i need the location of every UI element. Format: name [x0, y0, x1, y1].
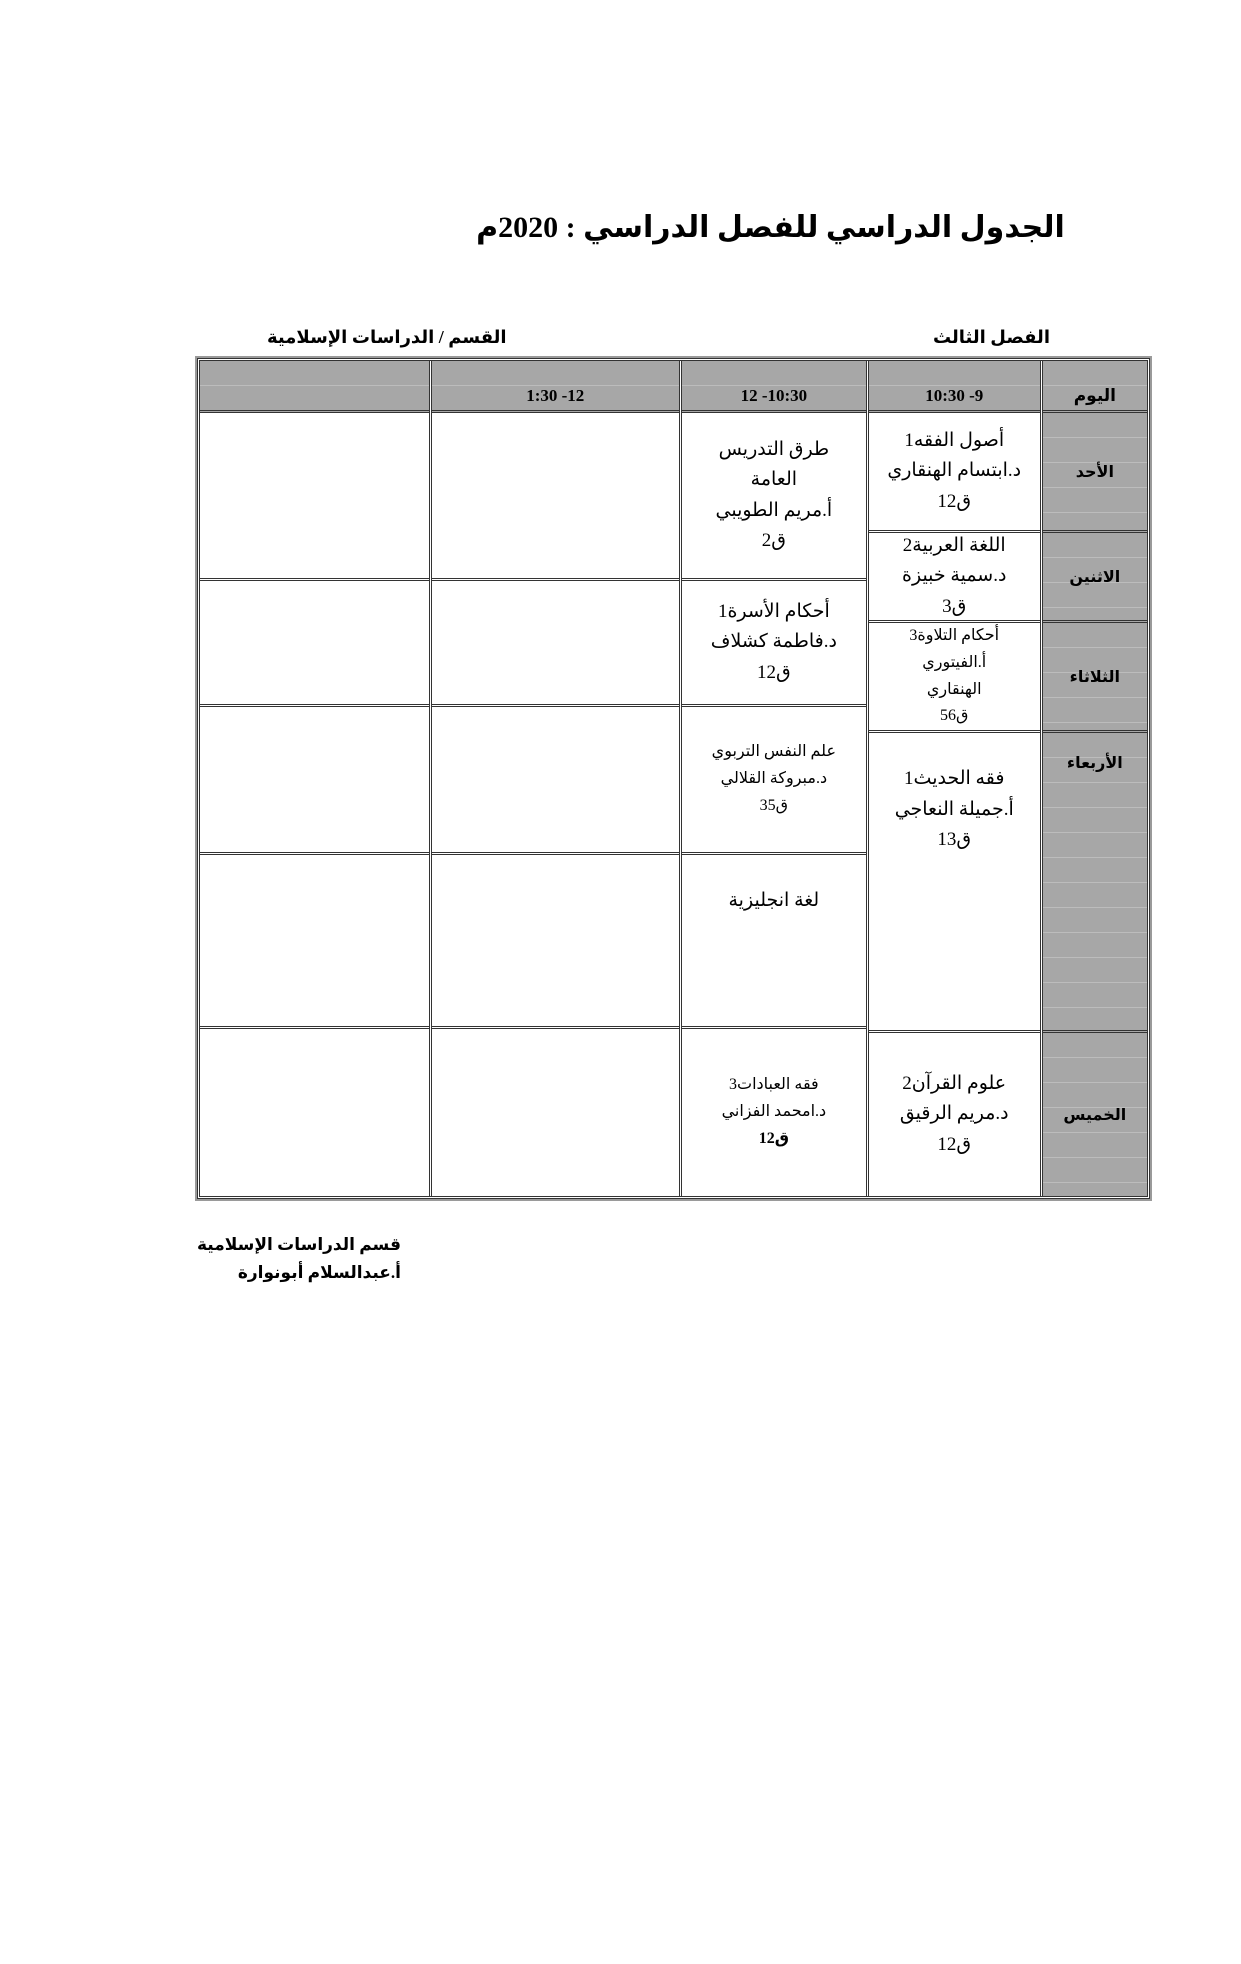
empty-cell-thursday-12-130 [432, 1029, 679, 1196]
empty-cell-wednesday-extra [200, 855, 429, 1029]
subject-line: أصول الفقه1 [904, 429, 1005, 451]
teacher-line: أ.الفيتوري [922, 653, 987, 671]
empty-cell-monday-extra [200, 581, 429, 707]
schedule-table [197, 358, 1150, 1199]
page-title: الجدول الدراسي للفصل الدراسي : 2020م [476, 211, 1065, 244]
day-cell-wednesday: الأربعاء [1043, 733, 1147, 1033]
footer-department-line: قسم الدراسات الإسلامية [197, 1235, 401, 1254]
room-line: ق12 [937, 490, 972, 512]
document-content [197, 327, 1150, 1287]
class-cell-monday-1030-12 [682, 581, 866, 707]
room-line: ق2 [761, 530, 786, 551]
day-cell-tuesday: الثلاثاء [1043, 623, 1147, 733]
day-cell-thursday: الخميس [1043, 1033, 1147, 1196]
class-cell-thursday-9-1030 [869, 1033, 1040, 1196]
subject-line: فقه الحديث1 [904, 768, 1005, 789]
room-line: ق12 [756, 661, 791, 683]
column-header-1030-12: 12 -10:30 [682, 361, 866, 413]
subject-line: طرق التدريس [718, 438, 830, 460]
empty-cell-sunday-extra [200, 413, 429, 581]
teacher-line: د.ابتسام الهنقاري [887, 460, 1022, 482]
empty-cell-sunday-12-130 [432, 413, 679, 581]
column-header-9-1030: 10:30 -9 [869, 361, 1040, 413]
footer-name-line: أ.عبدالسلام أبونوارة [237, 1263, 401, 1283]
class-cell-thursday-1030-12 [682, 1029, 866, 1196]
class-cell-wednesday-9-1030 [869, 733, 1040, 1033]
extra-column [200, 361, 432, 1196]
class-cell-monday-9-1030 [869, 533, 1040, 623]
time-column-12-130 [432, 361, 682, 1196]
room-line: ق3 [942, 595, 967, 617]
teacher-line: د.مريم الرقيق [899, 1103, 1009, 1125]
class-cell-tuesday-1030-12 [682, 707, 866, 855]
teacher-line: د.سمية خبيزة [902, 565, 1007, 587]
subject-line: علوم القرآن2 [902, 1072, 1007, 1094]
day-cell-monday: الاثنين [1043, 533, 1147, 623]
subject-line: العامة [750, 469, 798, 490]
class-cell-tuesday-9-1030 [869, 623, 1040, 733]
column-header-12-130: 1:30 -12 [432, 361, 679, 413]
empty-cell-tuesday-extra [200, 707, 429, 855]
empty-cell-wednesday-12-130 [432, 855, 679, 1029]
footer-signature [197, 1231, 401, 1287]
empty-cell-thursday-extra [200, 1029, 429, 1196]
subheader-row [197, 327, 1150, 348]
teacher-line: د.فاطمة كشلاف [710, 631, 837, 653]
department-label: القسم / الدراسات الإسلامية [267, 327, 507, 347]
room-line: ق12 [937, 1133, 972, 1155]
semester-label: الفصل الثالث [932, 327, 1050, 347]
time-column-9-1030 [869, 361, 1043, 1196]
empty-cell-monday-12-130 [432, 581, 679, 707]
class-cell-wednesday-1030-12 [682, 855, 866, 1029]
class-cell-sunday-9-1030 [869, 413, 1040, 533]
class-cell-sunday-1030-12 [682, 413, 866, 581]
teacher-line: د.امحمد الفزاني [721, 1103, 827, 1121]
subject-line: لغة انجليزية [728, 890, 820, 911]
column-header-day: اليوم [1043, 361, 1147, 413]
day-cell-sunday: الأحد [1043, 413, 1147, 533]
time-column-1030-12 [682, 361, 869, 1196]
room-line: ق56 [940, 707, 969, 725]
teacher-line: د.مبروكة القلالي [720, 770, 828, 788]
teacher-line: أ.جميلة النعاجي [894, 798, 1014, 820]
teacher-line: أ.مريم الطويبي [715, 499, 833, 521]
day-column [1043, 361, 1147, 1196]
teacher-line: الهنقاري [926, 680, 982, 698]
subject-line: فقه العبادات3 [729, 1076, 819, 1094]
room-line: ق13 [937, 829, 972, 850]
column-header-extra [200, 361, 429, 413]
room-line: ق35 [759, 796, 789, 814]
room-line: ق12 [758, 1129, 790, 1147]
subject-line: أحكام الأسرة1 [717, 600, 830, 622]
empty-cell-tuesday-12-130 [432, 707, 679, 855]
subject-line: علم النفس التربوي [711, 743, 837, 761]
subject-line: اللغة العربية2 [902, 534, 1006, 556]
subject-line: أحكام التلاوة3 [909, 626, 1000, 644]
